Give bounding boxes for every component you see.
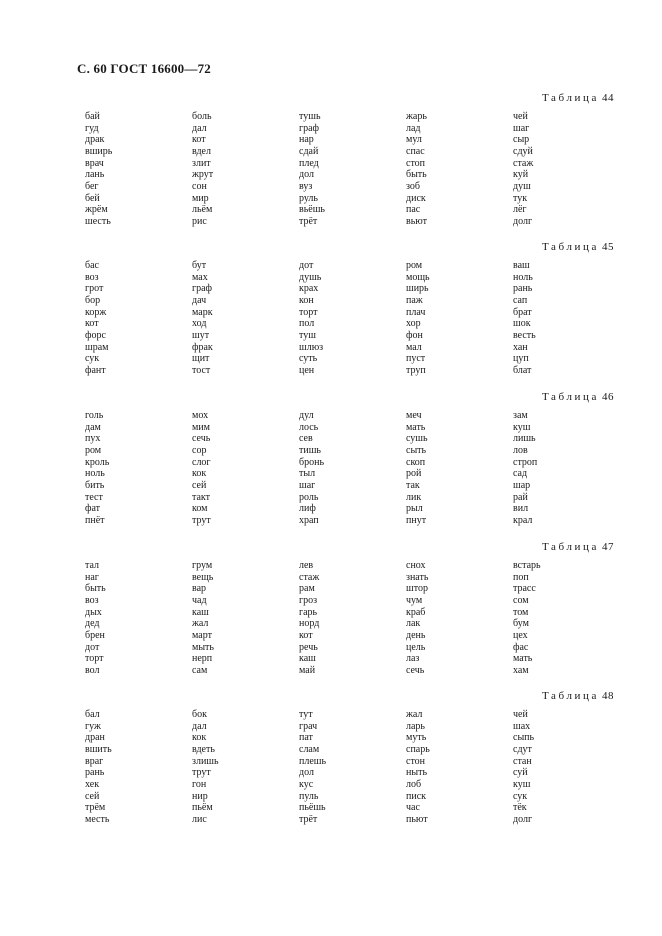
word-cell: фас xyxy=(513,641,529,653)
word-cell: фант xyxy=(85,364,106,376)
word-cell: бей xyxy=(85,192,100,204)
word-cell: крал xyxy=(513,514,533,526)
table-caption xyxy=(542,391,614,403)
word-cell: лось xyxy=(299,421,319,433)
word-cell: кок xyxy=(192,468,207,480)
word-cell: бить xyxy=(85,479,105,491)
word-cell: день xyxy=(406,629,426,641)
word-cell: вещь xyxy=(192,571,214,583)
word-cell: жал xyxy=(406,709,423,720)
word-cell: бок xyxy=(192,709,207,720)
word-cell: форс xyxy=(85,329,106,341)
word-cell: долг xyxy=(513,215,533,227)
word-cell: диск xyxy=(406,192,426,204)
word-cell: ваш xyxy=(513,260,530,271)
word-cell: дал xyxy=(192,122,207,134)
word-column xyxy=(192,260,213,377)
word-cell: труп xyxy=(406,364,426,376)
word-cell: ширь xyxy=(406,283,429,295)
page-header: С. 60 ГОСТ 16600—72 xyxy=(77,61,211,76)
word-cell: дам xyxy=(85,421,101,433)
word-cell: сор xyxy=(192,444,207,456)
word-column xyxy=(85,709,112,826)
word-cell: весть xyxy=(513,329,536,341)
word-cell: мать xyxy=(406,421,426,433)
word-column xyxy=(513,560,541,677)
word-cell: трут xyxy=(192,767,211,779)
word-cell: пнёт xyxy=(85,514,105,526)
word-cell: рыл xyxy=(406,503,423,515)
word-cell: сечь xyxy=(192,433,211,445)
word-cell: торт xyxy=(85,653,104,665)
table-caption xyxy=(542,241,614,253)
word-cell: встарь xyxy=(513,560,541,571)
word-cell: стан xyxy=(513,755,532,767)
word-cell: снох xyxy=(406,560,426,571)
word-cell: лов xyxy=(513,444,528,456)
table-caption-label: Таблица xyxy=(542,92,599,104)
word-cell: тишь xyxy=(299,444,321,456)
word-cell: грум xyxy=(192,560,213,571)
word-column xyxy=(192,111,213,228)
word-cell: граф xyxy=(299,122,320,134)
word-cell: сам xyxy=(192,664,208,676)
word-cell: сук xyxy=(85,353,100,365)
word-cell: слам xyxy=(299,743,320,755)
word-cell: лёг xyxy=(513,204,527,216)
table-caption xyxy=(542,541,614,553)
word-cell: воз xyxy=(85,594,99,606)
word-cell: зам xyxy=(513,410,528,421)
word-column xyxy=(299,709,326,826)
word-cell: ларь xyxy=(406,720,425,732)
word-cell: грот xyxy=(85,283,104,295)
word-cell: душь xyxy=(299,271,322,283)
word-cell: сыр xyxy=(513,134,530,146)
word-cell: сечь xyxy=(406,664,425,676)
word-cell: лиф xyxy=(299,503,316,515)
word-cell: чум xyxy=(406,594,423,606)
word-cell: брат xyxy=(513,306,532,318)
word-cell: бронь xyxy=(299,456,324,468)
word-cell: слог xyxy=(192,456,211,468)
word-cell: сап xyxy=(513,294,528,306)
word-cell: шрам xyxy=(85,341,109,353)
word-cell: гуж xyxy=(85,720,101,732)
word-cell: дран xyxy=(85,732,105,744)
word-cell: лад xyxy=(406,122,421,134)
word-cell: щит xyxy=(192,353,210,365)
table-caption-label: Таблица xyxy=(542,690,599,702)
word-column xyxy=(192,410,211,527)
word-cell: ноль xyxy=(85,468,105,480)
word-cell: пух xyxy=(85,433,101,445)
word-cell: спарь xyxy=(406,743,430,755)
table-number: 48 xyxy=(602,690,614,702)
word-cell: вар xyxy=(192,583,207,595)
word-cell: писк xyxy=(406,790,426,802)
word-column xyxy=(299,410,324,527)
word-cell: тут xyxy=(299,709,313,720)
word-cell: враг xyxy=(85,755,104,767)
word-cell: трёт xyxy=(299,813,318,825)
word-cell: куш xyxy=(513,421,531,433)
word-cell: трасс xyxy=(513,583,536,595)
word-cell: бай xyxy=(85,111,100,122)
word-cell: мим xyxy=(192,421,211,433)
word-cell: фрак xyxy=(192,341,213,353)
word-cell: мул xyxy=(406,134,422,146)
word-column xyxy=(299,560,319,677)
word-cell: злит xyxy=(192,157,211,169)
word-cell: трём xyxy=(85,802,106,814)
word-cell: час xyxy=(406,802,420,814)
word-cell: душ xyxy=(513,180,531,192)
word-cell: быть xyxy=(406,169,427,181)
word-cell: ром xyxy=(85,444,102,456)
word-cell: пуль xyxy=(299,790,319,802)
word-cell: туш xyxy=(299,329,316,341)
word-cell: кон xyxy=(299,294,314,306)
word-cell: руль xyxy=(299,192,318,204)
word-cell: храп xyxy=(299,514,319,526)
word-column xyxy=(192,560,214,677)
word-cell: стаж xyxy=(299,571,320,583)
word-cell: тук xyxy=(513,192,528,204)
word-cell: хам xyxy=(513,664,529,676)
word-cell: роль xyxy=(299,491,319,503)
word-cell: рис xyxy=(192,215,207,227)
word-cell: мать xyxy=(513,653,533,665)
word-cell: дот xyxy=(85,641,100,653)
word-cell: мах xyxy=(192,271,208,283)
word-cell: долг xyxy=(513,813,533,825)
word-cell: гроз xyxy=(299,594,318,606)
word-cell: вьют xyxy=(406,215,427,227)
word-cell: быть xyxy=(85,583,106,595)
word-cell: месть xyxy=(85,813,110,825)
word-cell: спас xyxy=(406,145,425,157)
word-cell: вдел xyxy=(192,145,211,157)
word-cell: том xyxy=(513,606,529,618)
word-cell: хор xyxy=(406,318,421,330)
word-cell: лев xyxy=(299,560,314,571)
word-cell: тёк xyxy=(513,802,527,814)
word-cell: тост xyxy=(192,364,211,376)
word-cell: брен xyxy=(85,629,105,641)
word-cell: фон xyxy=(406,329,423,341)
word-column xyxy=(513,410,537,527)
word-column xyxy=(406,709,430,826)
word-cell: сом xyxy=(513,594,529,606)
word-cell: бас xyxy=(85,260,99,271)
word-cell: бум xyxy=(513,618,529,630)
word-cell: стаж xyxy=(513,157,534,169)
word-cell: кроль xyxy=(85,456,110,468)
word-cell: нерп xyxy=(192,653,213,665)
word-cell: жал xyxy=(192,618,209,630)
word-cell: драк xyxy=(85,134,105,146)
word-cell: рань xyxy=(85,767,105,779)
word-cell: наг xyxy=(85,571,99,583)
word-cell: лак xyxy=(406,618,421,630)
word-cell: кок xyxy=(192,732,207,744)
word-cell: пат xyxy=(299,732,313,744)
word-cell: рой xyxy=(406,468,422,480)
table-number: 46 xyxy=(602,391,614,403)
word-cell: шлюз xyxy=(299,341,324,353)
word-cell: дол xyxy=(299,767,314,779)
word-cell: трёт xyxy=(299,215,318,227)
word-cell: стоп xyxy=(406,157,426,169)
word-cell: вширь xyxy=(85,145,113,157)
word-cell: вшить xyxy=(85,743,112,755)
word-cell: суть xyxy=(299,353,318,365)
word-column xyxy=(85,111,112,228)
word-cell: лань xyxy=(85,169,105,181)
word-cell: шок xyxy=(513,318,531,330)
word-cell: дол xyxy=(299,169,314,181)
word-cell: блат xyxy=(513,364,532,376)
word-cell: цех xyxy=(513,629,528,641)
word-cell: пас xyxy=(406,204,421,216)
word-cell: мир xyxy=(192,192,209,204)
word-cell: лаз xyxy=(406,653,420,665)
word-cell: кус xyxy=(299,778,314,790)
table-caption-label: Таблица xyxy=(542,541,599,553)
word-cell: грач xyxy=(299,720,318,732)
word-cell: мыть xyxy=(192,641,214,653)
word-cell: пьют xyxy=(406,813,428,825)
word-cell: рай xyxy=(513,491,528,503)
word-cell: сев xyxy=(299,433,313,445)
table-caption-label: Таблица xyxy=(542,391,599,403)
table-caption xyxy=(542,690,614,702)
word-column xyxy=(85,410,109,527)
word-cell: вол xyxy=(85,664,100,676)
word-cell: корж xyxy=(85,306,107,318)
word-cell: дых xyxy=(85,606,102,618)
word-cell: бор xyxy=(85,294,101,306)
word-cell: врач xyxy=(85,157,104,169)
word-cell: суй xyxy=(513,767,528,779)
word-cell: пьём xyxy=(192,802,213,814)
word-cell: сук xyxy=(513,790,528,802)
word-cell: шах xyxy=(513,720,531,732)
word-cell: зоб xyxy=(406,180,420,192)
word-cell: пуст xyxy=(406,353,426,365)
word-cell: марк xyxy=(192,306,213,318)
word-cell: цель xyxy=(406,641,426,653)
word-cell: шаг xyxy=(513,122,530,134)
word-cell: каш xyxy=(299,653,316,665)
word-cell: чей xyxy=(513,111,528,122)
word-cell: голь xyxy=(85,410,104,421)
word-cell: плешь xyxy=(299,755,327,767)
word-cell: вьёшь xyxy=(299,204,325,216)
word-cell: нир xyxy=(192,790,208,802)
word-cell: паж xyxy=(406,294,423,306)
word-cell: цен xyxy=(299,364,315,376)
word-cell: пол xyxy=(299,318,315,330)
word-cell: ноль xyxy=(513,271,533,283)
word-cell: чей xyxy=(513,709,528,720)
word-cell: воз xyxy=(85,271,99,283)
word-cell: нар xyxy=(299,134,314,146)
word-cell: пнут xyxy=(406,514,427,526)
word-cell: цуп xyxy=(513,353,529,365)
word-cell: жарь xyxy=(406,111,427,122)
word-column xyxy=(406,560,428,677)
word-cell: дед xyxy=(85,618,100,630)
word-cell: тал xyxy=(85,560,100,571)
word-cell: бал xyxy=(85,709,100,720)
word-cell: дал xyxy=(192,720,207,732)
word-cell: март xyxy=(192,629,212,641)
word-cell: мох xyxy=(192,410,209,421)
word-cell: хек xyxy=(85,778,100,790)
word-column xyxy=(513,111,533,228)
word-column xyxy=(513,260,536,377)
word-cell: сыпь xyxy=(513,732,535,744)
word-column xyxy=(406,410,428,527)
word-cell: кот xyxy=(299,629,313,641)
word-cell: меч xyxy=(406,410,422,421)
word-column xyxy=(513,709,534,826)
word-cell: сдут xyxy=(513,743,532,755)
word-cell: сей xyxy=(85,790,100,802)
word-cell: шут xyxy=(192,329,210,341)
word-cell: май xyxy=(299,664,316,676)
word-cell: куш xyxy=(513,778,531,790)
word-cell: сдуй xyxy=(513,145,533,157)
word-cell: знать xyxy=(406,571,429,583)
word-cell: тыл xyxy=(299,468,316,480)
word-cell: трут xyxy=(192,514,211,526)
word-cell: рань xyxy=(513,283,533,295)
word-cell: сей xyxy=(192,479,207,491)
word-column xyxy=(406,260,430,377)
word-cell: муть xyxy=(406,732,427,744)
word-cell: лишь xyxy=(513,433,536,445)
table-number: 47 xyxy=(602,541,614,553)
word-cell: дул xyxy=(299,410,314,421)
word-cell: скоп xyxy=(406,456,426,468)
word-cell: льём xyxy=(192,204,213,216)
word-cell: дот xyxy=(299,260,314,271)
word-cell: шесть xyxy=(85,215,111,227)
word-cell: шар xyxy=(513,479,531,491)
word-cell: краб xyxy=(406,606,426,618)
word-cell: ход xyxy=(192,318,207,330)
word-cell: лис xyxy=(192,813,207,825)
word-cell: граф xyxy=(192,283,213,295)
word-cell: речь xyxy=(299,641,318,653)
word-cell: злишь xyxy=(192,755,219,767)
word-cell: тест xyxy=(85,491,103,503)
word-cell: жрём xyxy=(85,204,108,216)
word-cell: вил xyxy=(513,503,529,515)
word-cell: жрут xyxy=(192,169,214,181)
word-cell: сад xyxy=(513,468,528,480)
word-cell: вуз xyxy=(299,180,313,192)
word-cell: ком xyxy=(192,503,208,515)
table-caption-label: Таблица xyxy=(542,241,599,253)
word-cell: шаг xyxy=(299,479,316,491)
word-cell: пьёшь xyxy=(299,802,326,814)
word-cell: гон xyxy=(192,778,207,790)
table-number: 44 xyxy=(602,92,614,104)
word-cell: штор xyxy=(406,583,428,595)
word-cell: рам xyxy=(299,583,315,595)
word-cell: сыть xyxy=(406,444,427,456)
word-column xyxy=(192,709,219,826)
word-cell: стон xyxy=(406,755,426,767)
word-cell: сдай xyxy=(299,145,319,157)
table-caption xyxy=(542,92,614,104)
word-cell: мощь xyxy=(406,271,430,283)
word-cell: сушь xyxy=(406,433,428,445)
word-cell: гуд xyxy=(85,122,99,134)
word-column xyxy=(299,111,325,228)
word-cell: поп xyxy=(513,571,529,583)
word-cell: норд xyxy=(299,618,320,630)
word-cell: строп xyxy=(513,456,538,468)
word-cell: плач xyxy=(406,306,426,318)
word-cell: каш xyxy=(192,606,209,618)
table-number: 45 xyxy=(602,241,614,253)
word-cell: бут xyxy=(192,260,207,271)
word-cell: лик xyxy=(406,491,422,503)
word-cell: хан xyxy=(513,341,528,353)
word-cell: фат xyxy=(85,503,101,515)
word-cell: мал xyxy=(406,341,422,353)
word-cell: кот xyxy=(192,134,206,146)
word-cell: тушь xyxy=(299,111,321,122)
word-column xyxy=(299,260,323,377)
word-cell: ром xyxy=(406,260,423,271)
word-cell: боль xyxy=(192,111,212,122)
word-column xyxy=(406,111,427,228)
word-cell: ныть xyxy=(406,767,428,779)
word-column xyxy=(85,260,108,377)
word-cell: чад xyxy=(192,594,207,606)
word-cell: так xyxy=(406,479,420,491)
word-cell: куй xyxy=(513,169,529,181)
word-cell: крах xyxy=(299,283,319,295)
word-cell: плед xyxy=(299,157,319,169)
word-cell: вдеть xyxy=(192,743,215,755)
word-cell: гарь xyxy=(299,606,318,618)
word-cell: лоб xyxy=(406,778,422,790)
word-cell: такт xyxy=(192,491,211,503)
word-cell: бег xyxy=(85,180,99,192)
word-cell: торт xyxy=(299,306,318,318)
word-column xyxy=(85,560,106,677)
word-cell: сон xyxy=(192,180,207,192)
word-cell: дач xyxy=(192,294,207,306)
word-cell: кот xyxy=(85,318,99,330)
